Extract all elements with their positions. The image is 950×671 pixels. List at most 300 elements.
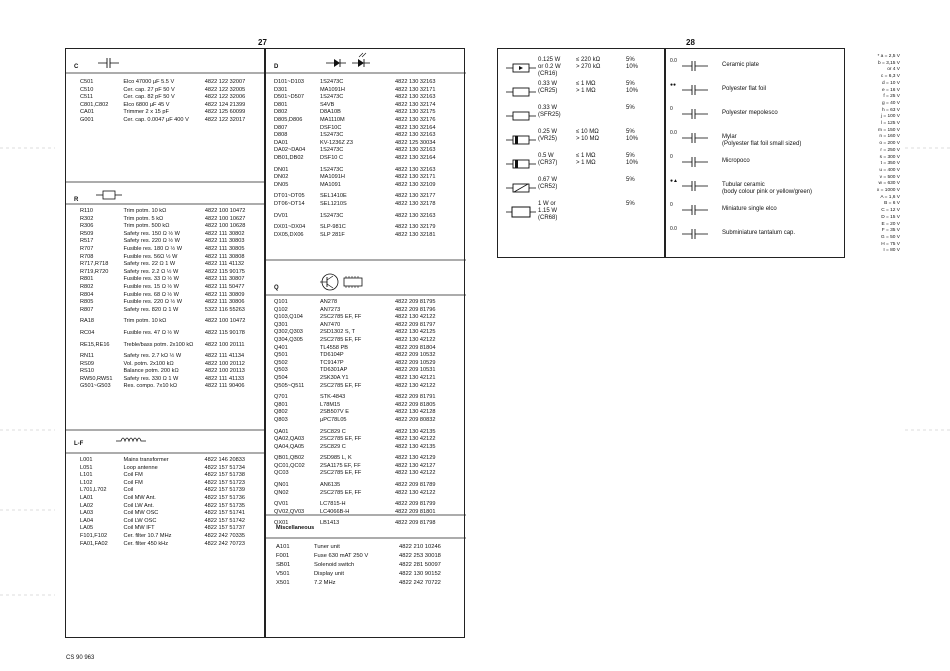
part-code: 4822 209 81797 (395, 321, 436, 328)
part-description: Coil FM (123, 472, 143, 479)
table-row (274, 209, 455, 221)
resistor-power: 1 W or (538, 201, 556, 207)
part-description: Cer. cap. 27 pF 50 V (123, 86, 175, 93)
part-description: D8A10B (320, 109, 341, 116)
capacitor-symbol-icon (682, 132, 712, 144)
part-code: 4822 100 10628 (204, 223, 246, 230)
section-divider (66, 452, 266, 454)
part-ref: QN01 (274, 482, 289, 489)
part-code: 4822 130 42122 (395, 470, 436, 477)
part-code: 4822 157 51723 (204, 479, 245, 486)
part-ref: QC01,QC02 (274, 462, 305, 469)
part-description: 2SD985 L, K (320, 455, 352, 462)
resistor-package-icon (506, 109, 536, 123)
part-code: 4822 157 51737 (204, 525, 245, 532)
part-description: Tuner unit (314, 544, 340, 550)
table-row (80, 480, 264, 488)
table-row (80, 495, 264, 503)
part-code: 4822 210 10246 (399, 544, 441, 550)
voltage-code: C = 12 V (881, 208, 900, 214)
part-description: SLP-981C (320, 224, 346, 231)
resistor-range-low: ≤ 1 MΩ (576, 81, 596, 87)
section-divider (266, 514, 466, 516)
part-ref: RN11 (80, 353, 94, 360)
table-row (276, 552, 459, 561)
part-code: 4822 125 60099 (204, 109, 246, 116)
part-description: 2SC2785 EF, FF (320, 314, 362, 321)
voltage-code: r = 250 V (880, 147, 900, 153)
table-row (274, 155, 455, 163)
resistor-power: 0.33 W (538, 81, 558, 87)
document-code: CS 90 963 (66, 655, 95, 661)
table-d (274, 79, 455, 239)
resistor-range-high: > 1 MΩ (576, 160, 596, 166)
part-code: 4822 146 20833 (204, 457, 245, 463)
table-row (274, 337, 455, 345)
part-code: 4822 130 90152 (399, 571, 441, 577)
table-row (80, 254, 264, 262)
part-code: 4822 130 32174 (395, 101, 436, 108)
part-ref: R302 (80, 215, 94, 222)
voltage-code: e = 16 V (881, 87, 900, 93)
part-description: Trim potm. 5 kΩ (123, 215, 164, 222)
table-row (276, 570, 459, 579)
section-c-letter: C (74, 64, 79, 70)
section-divider (266, 537, 466, 539)
resistor-power: 0.67 W (538, 177, 558, 183)
voltage-code: h = 63 V (881, 107, 900, 113)
table-row (274, 444, 455, 452)
voltage-code: w = 630 V (878, 181, 900, 187)
part-description: 2SA1175 EF, FF (320, 462, 361, 469)
table-row (80, 208, 264, 216)
table-row (274, 314, 455, 322)
voltage-code: or 4 V (887, 67, 900, 73)
part-description: AN278 (320, 299, 338, 305)
part-ref: QC03 (274, 470, 289, 477)
part-description: Safety res. 2.2 Ω ½ W (123, 268, 179, 275)
part-description: Coil LW Ant. (123, 502, 154, 509)
table-row (274, 463, 455, 471)
part-code: 4822 111 30809 (204, 291, 245, 298)
part-description: Fuse 630 mAT 250 V (314, 553, 369, 559)
part-ref: QN02 (274, 489, 289, 496)
part-code: 4822 209 81804 (395, 344, 436, 351)
table-row (80, 533, 264, 541)
capacitor-marking: 0 (670, 106, 673, 112)
table-row (274, 402, 455, 410)
voltage-code: s = 300 V (879, 154, 900, 160)
table-row (274, 163, 455, 175)
resistor-range-low: ≤ 10 MΩ (576, 129, 599, 135)
part-description: 2SD1302 S, T (320, 329, 356, 336)
part-ref: Q501 (274, 352, 288, 359)
resistor-power: 0.125 W (538, 57, 561, 63)
voltage-code: d = 10 V (881, 80, 900, 86)
part-description: Coil MW IFT (123, 525, 155, 532)
part-code: 4822 111 30805 (204, 245, 245, 252)
part-ref: R509 (80, 230, 94, 237)
capacitor-symbol-icon (682, 180, 712, 192)
capacitor-type-label: Tubular ceramic (722, 182, 765, 188)
table-row (274, 451, 455, 463)
part-ref: L701,L702 (80, 487, 107, 494)
part-code: 4822 209 81801 (395, 508, 436, 515)
table-lf (80, 457, 264, 548)
part-ref: Q302,Q303 (274, 329, 303, 336)
capacitor-symbol-icon (682, 204, 712, 216)
part-ref: DT06~DT14 (274, 200, 305, 207)
part-code: 4822 122 32017 (204, 116, 246, 123)
part-ref: R708 (80, 253, 94, 260)
part-ref: Q504 (274, 374, 288, 381)
section-divider (266, 72, 466, 74)
part-ref: Q103,Q104 (274, 314, 303, 321)
section-divider (266, 294, 466, 296)
capacitor-type-note: (Polyester flat foil small sized) (722, 141, 802, 147)
page-number-left: 27 (258, 38, 267, 47)
part-ref: L102 (80, 479, 93, 486)
part-ref: F001 (276, 553, 290, 559)
part-code: 4822 111 41134 (204, 353, 245, 360)
part-code: 5322 116 55263 (204, 306, 245, 313)
voltage-code: t = 350 V (880, 161, 900, 167)
part-ref: R707 (80, 245, 94, 252)
resistor-power-alt: or 0.2 W (538, 64, 561, 70)
part-code: 4822 209 10532 (395, 352, 436, 359)
table-row (274, 174, 455, 182)
part-description: Solenoid switch (314, 562, 355, 568)
table-row (274, 102, 455, 110)
part-code: 4822 130 42135 (395, 443, 436, 450)
part-description: µPC78L05 (320, 416, 347, 423)
voltage-code: j = 100 V (880, 114, 900, 120)
section-divider (266, 259, 466, 261)
part-ref: QA02,QA03 (274, 436, 305, 443)
table-row (80, 518, 264, 526)
part-ref: R717,R718 (80, 261, 109, 268)
part-ref: QX01 (274, 520, 289, 527)
part-ref: DX05,DX06 (274, 231, 304, 238)
part-description: 2SC2785 EF, FF (320, 470, 362, 477)
part-ref: QB01,QB02 (274, 455, 305, 462)
part-ref: C510 (80, 86, 94, 93)
part-description: 2SC829 C (320, 443, 346, 450)
part-description: Coil FM (123, 479, 143, 486)
part-ref: DV01 (274, 212, 288, 219)
part-ref: Q801 (274, 401, 288, 408)
part-code: 4822 130 32177 (395, 193, 436, 200)
section-divider (66, 429, 266, 431)
table-row (80, 117, 264, 125)
part-description: TL4558 PB (320, 344, 348, 351)
part-ref: QV02,QV03 (274, 508, 305, 515)
part-description: Safety res. 330 Ω 1 W (123, 375, 179, 382)
part-code: 4822 130 32163 (395, 212, 436, 219)
part-code: 4822 157 51741 (204, 510, 245, 517)
part-description: AN7273 (320, 306, 341, 313)
table-row (80, 525, 264, 533)
part-code: 4822 130 32163 (395, 166, 436, 173)
part-ref: RW50,RW51 (80, 375, 113, 382)
part-code: 4822 122 32006 (204, 94, 246, 101)
part-code: 4822 125 30034 (395, 139, 436, 146)
part-ref: D101~D103 (274, 79, 305, 85)
column-diodes-transistors-misc (265, 48, 465, 638)
table-row (274, 367, 455, 375)
part-code: 4822 157 51735 (204, 502, 245, 509)
part-description: TD6301AP (320, 367, 348, 374)
resistor-package-icon (506, 61, 536, 75)
part-ref: RC04 (80, 329, 95, 336)
part-code: 4822 157 51742 (204, 517, 245, 524)
part-ref: Q802 (274, 409, 288, 416)
resistor-tolerance-low: 5% (626, 57, 635, 63)
capacitor-types-box (665, 48, 845, 258)
part-ref: D301 (274, 86, 288, 93)
part-description: Elco 6800 µF 45 V (123, 101, 170, 108)
part-description: SEL1210S (320, 200, 347, 207)
resistor-tolerance-high: 10% (626, 160, 639, 166)
part-ref: R306 (80, 223, 94, 230)
voltage-legend (844, 48, 904, 258)
section-r-letter: R (74, 197, 79, 203)
part-ref: Q505~Q511 (274, 382, 305, 389)
capacitor-symbol-icon (94, 57, 124, 69)
part-code: 4822 100 20111 (204, 341, 245, 348)
part-code: 4822 130 32163 (395, 79, 436, 85)
table-row (274, 79, 455, 87)
part-ref: V501 (276, 571, 290, 577)
part-code: 4822 130 42122 (395, 436, 436, 443)
part-description: Safety res. 2.7 kΩ ½ W (123, 353, 182, 360)
table-row (80, 457, 264, 465)
part-ref: RS10 (80, 368, 94, 375)
resistor-type: (CR37) (538, 160, 558, 166)
voltage-code: * a = 2,5 V (877, 54, 900, 59)
table-row (274, 360, 455, 368)
table-row (274, 232, 455, 240)
part-code: 4822 130 32171 (395, 86, 436, 93)
capacitor-type-note: (body colour pink or yellow/green) (722, 189, 813, 195)
table-row (274, 409, 455, 417)
part-code: 4822 111 41132 (204, 261, 245, 268)
part-code: 4822 130 42122 (395, 314, 436, 321)
table-row (274, 352, 455, 360)
capacitor-type-label: Polyester mepolesco (722, 110, 778, 116)
part-code: 4822 130 32175 (395, 109, 436, 116)
part-code: 4822 111 50477 (204, 283, 245, 290)
voltage-code: v = 500 V (879, 174, 900, 180)
part-description: Mains transformer (123, 457, 169, 463)
resistor-tolerance-low: 5% (626, 129, 635, 135)
section-misc-title: Miscellaneous (276, 525, 315, 531)
table-row (80, 361, 264, 369)
resistor-range-low: ≤ 1 MΩ (576, 153, 596, 159)
part-description: Display unit (314, 571, 344, 577)
voltage-code: o = 200 V (879, 141, 900, 147)
table-row (80, 376, 264, 384)
part-ref: DB01,DB02 (274, 154, 304, 161)
part-description: Fusible res. 180 Ω ½ W (123, 245, 183, 252)
part-description: Safety res. 150 Ω ½ W (123, 230, 180, 237)
part-description: MA1091 (320, 181, 341, 188)
part-ref: R804 (80, 291, 94, 298)
part-ref: D807 (274, 124, 288, 131)
table-row (274, 322, 455, 330)
capacitor-type-label: Miniature single elco (722, 206, 777, 212)
part-description: Cer. cap. 82 pF 50 V (123, 94, 175, 101)
part-code: 4822 130 42122 (395, 382, 436, 389)
table-row (274, 117, 455, 125)
capacitor-type-label: Subminiature tantalum cap. (722, 230, 796, 236)
part-code: 4822 111 30802 (204, 230, 245, 237)
part-code: 4822 209 10531 (395, 367, 436, 374)
part-description: Fusible res. 15 Ω ½ W (123, 283, 179, 290)
part-description: 1S2473C (320, 94, 344, 101)
part-description: 7.2 MHz (314, 580, 336, 586)
resistor-package-icon (506, 133, 536, 147)
part-ref: DA01 (274, 139, 288, 146)
voltage-code: F = 35 V (881, 228, 900, 234)
table-q (274, 299, 455, 528)
section-divider (66, 203, 266, 205)
part-code: 4822 130 32181 (395, 231, 436, 238)
table-row (274, 425, 455, 437)
part-ref: L101 (80, 472, 93, 479)
resistor-tolerance-low: 5% (626, 201, 635, 207)
capacitor-marking: 0 (670, 202, 673, 208)
table-row (274, 497, 455, 509)
voltage-code: u = 400 V (879, 167, 900, 173)
table-row (274, 220, 455, 232)
part-ref: D801 (274, 101, 288, 108)
resistor-type: (VR25) (538, 136, 558, 142)
part-description: Elco 47000 µF 5.5 V (123, 79, 175, 85)
part-description: 2SC2785 EF, FF (320, 336, 362, 343)
part-code: 4822 130 42122 (395, 336, 436, 343)
part-code: 4822 130 32109 (395, 181, 436, 188)
part-description: Loop antenne (123, 464, 158, 471)
resistor-package-icon (506, 85, 536, 99)
table-row (80, 338, 264, 350)
capacitor-type-label: Polyester flat foil (722, 86, 767, 92)
part-description: Trim potm. 10 kΩ (123, 318, 167, 325)
part-ref: C501 (80, 79, 94, 85)
table-row (80, 94, 264, 102)
part-code: 4822 111 30807 (204, 276, 245, 283)
resistor-type: (CR52) (538, 184, 558, 190)
part-description: 1S2473C (320, 166, 344, 173)
section-divider (66, 72, 266, 74)
part-ref: R802 (80, 283, 94, 290)
table-row (80, 465, 264, 473)
table-row (80, 102, 264, 110)
resistor-package-icon (506, 181, 536, 195)
table-row (274, 490, 455, 498)
part-description: Fusible res. 220 Ω ½ W (123, 299, 183, 306)
resistor-range-high: > 270 kΩ (576, 64, 601, 70)
table-row (274, 87, 455, 95)
table-row (274, 94, 455, 102)
part-description: 2SC2785 EF, FF (320, 436, 362, 443)
part-code: 4822 130 32163 (395, 94, 436, 101)
part-code: 4822 111 41133 (204, 375, 245, 382)
voltage-code: A = 1,6 V (880, 194, 900, 200)
part-ref: L051 (80, 464, 93, 471)
part-description: Coil MW Ant. (123, 494, 156, 501)
part-code: 4822 157 51736 (204, 494, 245, 501)
part-code: 4822 209 81805 (395, 401, 436, 408)
part-ref: L001 (80, 457, 93, 463)
part-description: KV-1236Z Z3 (320, 139, 353, 146)
part-ref: X501 (276, 580, 290, 586)
resistor-symbol-icon (94, 189, 124, 201)
table-row (274, 140, 455, 148)
table-row (274, 345, 455, 353)
part-description: Cer. filter 450 kHz (123, 540, 168, 547)
part-code: 4822 130 42127 (395, 462, 436, 469)
column-capacitors-resistors-coils (65, 48, 265, 638)
part-ref: RE15,RE16 (80, 341, 110, 348)
resistor-type: (CR68) (538, 215, 558, 221)
part-code: 4822 130 32176 (395, 116, 436, 123)
table-row (274, 436, 455, 444)
table-row (80, 383, 264, 391)
capacitor-marking: 0.0 (670, 226, 677, 232)
capacitor-symbol-icon (682, 156, 712, 168)
part-code: 4822 209 81789 (395, 482, 436, 489)
table-row (274, 470, 455, 478)
part-ref: FA01,FA02 (80, 540, 108, 547)
part-ref: RS09 (80, 360, 94, 367)
part-ref: Q101 (274, 299, 288, 305)
capacitor-type-label: Mylar (722, 134, 737, 140)
table-row (80, 223, 264, 231)
table-row (80, 261, 264, 269)
table-row (274, 189, 455, 201)
part-description: MA1091H (320, 86, 345, 93)
table-row (80, 503, 264, 511)
capacitor-symbol-icon (682, 84, 712, 96)
part-ref: F101,F102 (80, 532, 108, 539)
table-row (80, 79, 264, 87)
capacitor-marking: ●● (670, 82, 677, 88)
resistor-power-alt: 1.15 W (538, 208, 558, 214)
part-description: Balance potm. 200 kΩ (123, 368, 179, 375)
table-misc (276, 543, 459, 588)
table-row (80, 349, 264, 361)
part-description: 2SC829 C (320, 428, 346, 435)
part-description: LC4066B-H (320, 508, 350, 515)
part-ref: D805,D806 (274, 116, 303, 123)
part-code: 4822 111 30808 (204, 253, 245, 260)
voltage-code: c = 6,3 V (880, 74, 900, 80)
resistor-type: (SFR25) (538, 112, 561, 118)
section-q-letter: Q (274, 285, 279, 291)
part-description: Safety res. 22 Ω 1 W (123, 261, 176, 268)
capacitor-marking: 0.0 (670, 130, 677, 136)
capacitor-type-label: Ceramic plate (722, 62, 760, 68)
voltage-code: G = 50 V (880, 234, 900, 240)
part-code: 4822 115 90175 (204, 268, 245, 275)
capacitor-symbol-icon (682, 60, 712, 72)
voltage-code: D = 15 V (881, 214, 900, 220)
voltage-code: x = 1000 V (876, 188, 900, 193)
part-ref: QA04,QA05 (274, 443, 305, 450)
part-description: Trimmer 2 x 15 pF (123, 109, 169, 116)
table-row (80, 307, 264, 315)
